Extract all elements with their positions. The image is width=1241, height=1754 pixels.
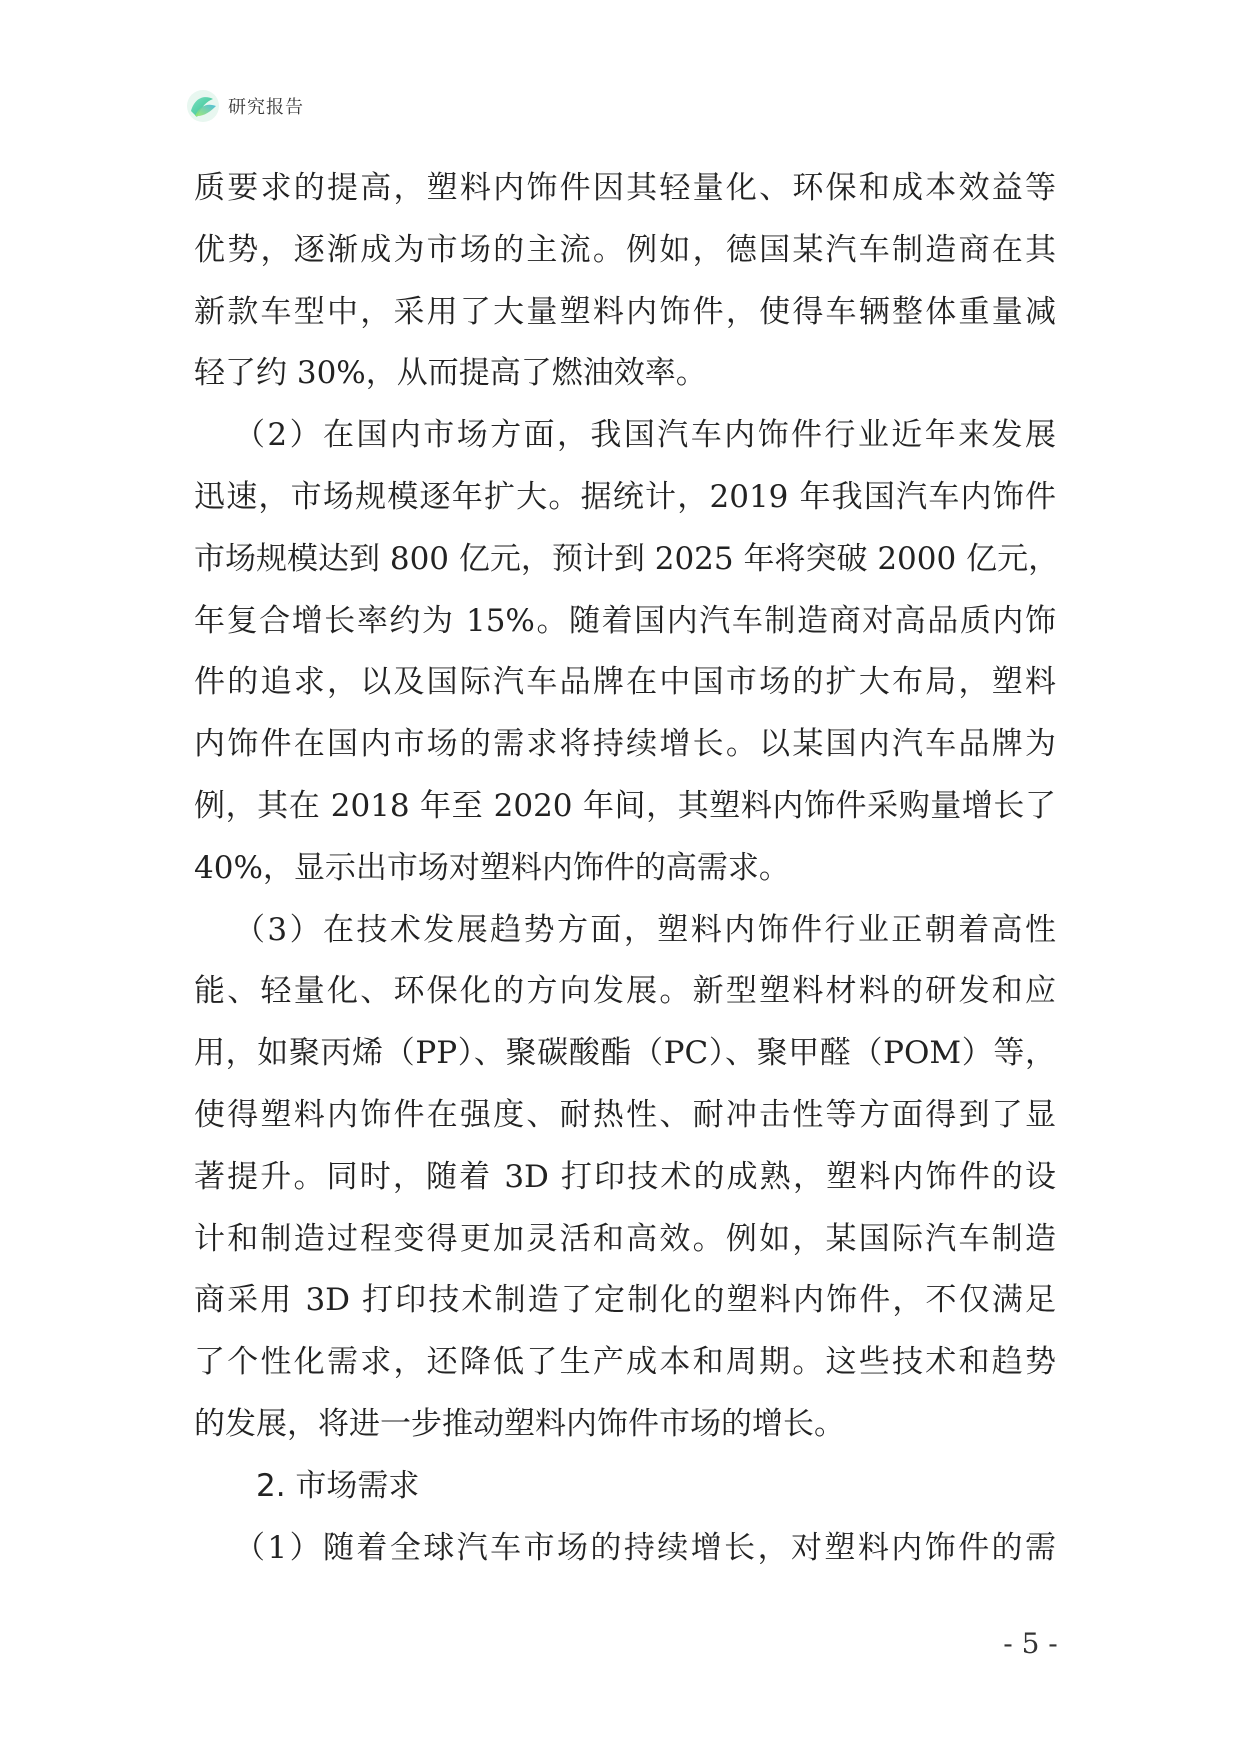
body-line: 件的追求，以及国际汽车品牌在中国市场的扩大布局，塑料 xyxy=(194,664,1056,701)
body-line: 著提升。同时，随着 3D 打印技术的成熟，塑料内饰件的设 xyxy=(194,1158,1056,1195)
body-line: 使得塑料内饰件在强度、耐热性、耐冲击性等方面得到了显 xyxy=(194,1096,1056,1133)
section-heading: 2. 市场需求 xyxy=(256,1467,420,1504)
document-body xyxy=(194,158,1060,1579)
body-line: 40%，显示出市场对塑料内饰件的高需求。 xyxy=(194,849,790,886)
body-line: 质要求的提高，塑料内饰件因其轻量化、环保和成本效益等 xyxy=(194,170,1056,206)
body-line: 例，其在 2018 年至 2020 年间，其塑料内饰件采购量增长了 xyxy=(194,787,1056,824)
body-line: 了个性化需求，还降低了生产成本和周期。这些技术和趋势 xyxy=(194,1344,1056,1381)
leaf-logo-icon xyxy=(186,89,220,123)
body-line: 用，如聚丙烯（PP）、聚碳酸酯（PC）、聚甲醛（POM）等， xyxy=(194,1035,1056,1072)
body-line: 计和制造过程变得更加灵活和高效。例如，某国际汽车制造 xyxy=(194,1220,1056,1257)
header-title: 研究报告 xyxy=(228,97,304,118)
body-line: 能、轻量化、环保化的方向发展。新型塑料材料的研发和应 xyxy=(194,973,1056,1010)
report-header xyxy=(186,88,304,124)
body-line: 年复合增长率约为 15%。随着国内汽车制造商对高品质内饰 xyxy=(194,602,1056,639)
body-line: 商采用 3D 打印技术制造了定制化的塑料内饰件，不仅满足 xyxy=(194,1282,1056,1319)
body-line: 轻了约 30%，从而提高了燃油效率。 xyxy=(194,355,707,392)
body-line: 市场规模达到 800 亿元，预计到 2025 年将突破 2000 亿元， xyxy=(194,540,1060,577)
paragraph-start-line: （1）随着全球汽车市场的持续增长，对塑料内饰件的需 xyxy=(234,1529,1056,1566)
body-line: 优势，逐渐成为市场的主流。例如，德国某汽车制造商在其 xyxy=(194,231,1056,268)
body-line: 迅速，市场规模逐年扩大。据统计，2019 年我国汽车内饰件 xyxy=(194,478,1056,515)
body-line: 新款车型中，采用了大量塑料内饰件，使得车辆整体重量减 xyxy=(194,293,1056,330)
page-number: - 5 - xyxy=(1003,1627,1058,1660)
paragraph-start-line: （3）在技术发展趋势方面，塑料内饰件行业正朝着高性 xyxy=(234,911,1056,948)
body-line: 的发展，将进一步推动塑料内饰件市场的增长。 xyxy=(194,1405,845,1442)
paragraph-start-line: （2）在国内市场方面，我国汽车内饰件行业近年来发展 xyxy=(234,417,1056,454)
body-line: 内饰件在国内市场的需求将持续增长。以某国内汽车品牌为 xyxy=(194,726,1056,763)
